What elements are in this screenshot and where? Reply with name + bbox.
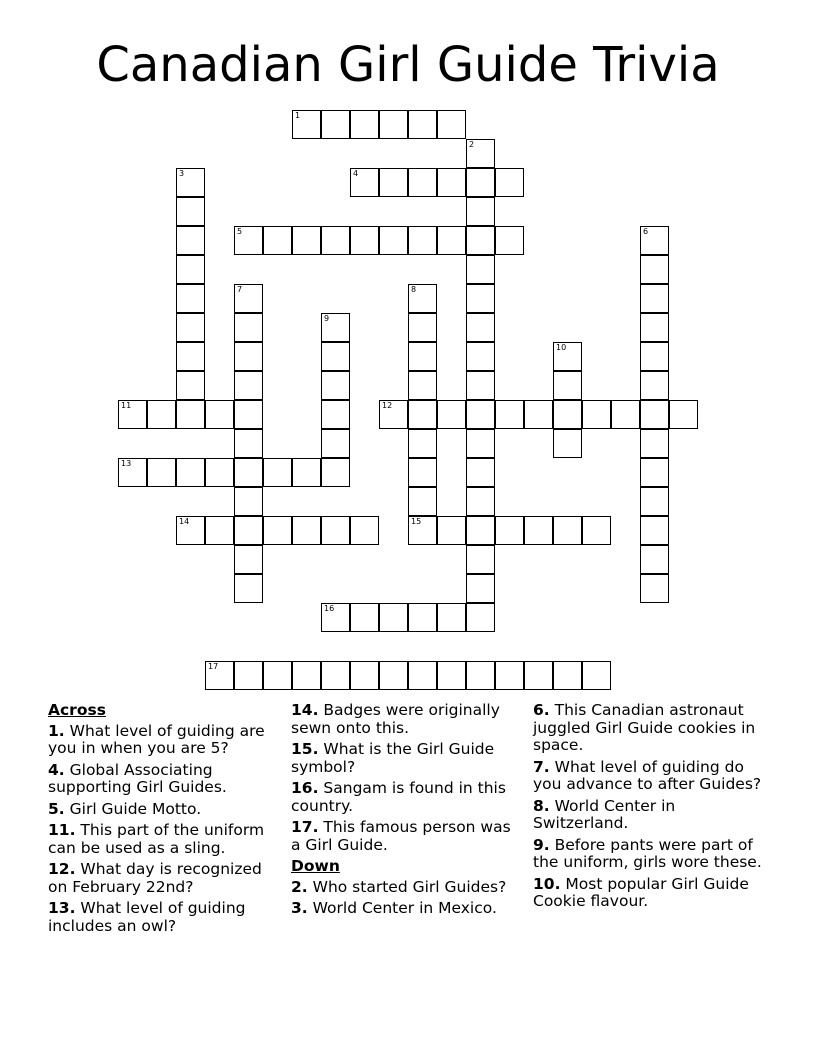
- grid-cell[interactable]: [466, 342, 495, 371]
- clue-across-5: 5. Girl Guide Motto.: [48, 799, 202, 818]
- clue-down-2: 2. Who started Girl Guides?: [291, 877, 507, 896]
- clue-down-3: 3. World Center in Mexico.: [291, 899, 497, 917]
- clue-across-14: 14. Badges were originally sewn onto this.: [291, 701, 500, 737]
- grid-cell[interactable]: [234, 342, 263, 371]
- grid-cell[interactable]: [553, 516, 582, 545]
- clue-across-17: 17. This famous person was a Girl Guide.: [291, 818, 511, 854]
- grid-cell[interactable]: [321, 516, 350, 545]
- across-heading: Across: [48, 701, 106, 719]
- grid-cell[interactable]: [582, 516, 611, 545]
- grid-cell[interactable]: [553, 429, 582, 458]
- clue-across-13: 13. What level of guiding includes an owl?: [48, 899, 246, 935]
- grid-cell[interactable]: [292, 226, 321, 255]
- grid-cell[interactable]: [321, 458, 350, 487]
- grid-cell[interactable]: [408, 400, 437, 429]
- clue-column-3: [533, 702, 773, 915]
- grid-cell[interactable]: [234, 661, 263, 690]
- grid-cell[interactable]: [466, 197, 495, 226]
- grid-cell[interactable]: [495, 516, 524, 545]
- grid-cell[interactable]: [321, 110, 350, 139]
- cell-number: 16: [324, 604, 335, 613]
- grid-cell[interactable]: [263, 516, 292, 545]
- grid-cell[interactable]: [582, 400, 611, 429]
- grid-cell[interactable]: [292, 458, 321, 487]
- grid-cell[interactable]: [321, 313, 350, 342]
- clue-down-10: 10. Most popular Girl Guide Cookie flavour.: [533, 874, 749, 910]
- grid-cell[interactable]: [437, 603, 466, 632]
- grid-cell[interactable]: [205, 400, 234, 429]
- clue-across-4: 4. Global Associating supporting Girl Guides.: [48, 760, 227, 796]
- grid-cell[interactable]: [176, 458, 205, 487]
- cell-number: 12: [382, 401, 393, 410]
- grid-cell[interactable]: [408, 342, 437, 371]
- grid-cell[interactable]: [321, 400, 350, 429]
- grid-cell[interactable]: [321, 603, 350, 632]
- grid-cell[interactable]: [176, 371, 205, 400]
- grid-cell[interactable]: [379, 168, 408, 197]
- grid-cell[interactable]: [234, 574, 263, 603]
- grid-cell[interactable]: [205, 661, 234, 690]
- grid-cell[interactable]: [379, 661, 408, 690]
- clue-across-12: 12. What day is recognized on February 22nd?: [48, 860, 262, 896]
- grid-cell[interactable]: [408, 284, 437, 313]
- grid-cell[interactable]: [234, 516, 263, 545]
- grid-cell[interactable]: [176, 226, 205, 255]
- grid-cell[interactable]: [495, 400, 524, 429]
- grid-cell[interactable]: [408, 661, 437, 690]
- grid-cell[interactable]: [176, 342, 205, 371]
- grid-cell[interactable]: [466, 574, 495, 603]
- grid-cell[interactable]: [292, 516, 321, 545]
- grid-cell[interactable]: [466, 400, 495, 429]
- grid-cell[interactable]: [263, 458, 292, 487]
- cell-number: 14: [179, 517, 190, 526]
- grid-cell[interactable]: [234, 371, 263, 400]
- grid-cell[interactable]: [640, 313, 669, 342]
- grid-cell[interactable]: [176, 313, 205, 342]
- clue-down-8: 8. World Center in Switzerland.: [533, 796, 676, 832]
- clue-column-1: [48, 702, 280, 939]
- grid-cell[interactable]: [640, 458, 669, 487]
- grid-cell[interactable]: [466, 255, 495, 284]
- grid-cell[interactable]: [292, 661, 321, 690]
- cell-number: 9: [324, 314, 330, 323]
- grid-cell[interactable]: [408, 429, 437, 458]
- grid-cell[interactable]: [321, 661, 350, 690]
- grid-cell[interactable]: [379, 400, 408, 429]
- grid-cell[interactable]: [292, 110, 321, 139]
- grid-cell[interactable]: [640, 284, 669, 313]
- grid-cell[interactable]: [234, 429, 263, 458]
- cell-number: 6: [643, 227, 649, 236]
- grid-cell[interactable]: [437, 110, 466, 139]
- grid-cell[interactable]: [408, 168, 437, 197]
- grid-cell[interactable]: [553, 371, 582, 400]
- grid-cell[interactable]: [147, 458, 176, 487]
- grid-cell[interactable]: [321, 429, 350, 458]
- grid-cell[interactable]: [176, 400, 205, 429]
- clue-across-1: 1. What level of guiding are you in when you are 5?: [48, 721, 265, 757]
- clue-across-16: 16. Sangam is found in this country.: [291, 779, 506, 815]
- grid-cell[interactable]: [321, 342, 350, 371]
- grid-cell[interactable]: [234, 226, 263, 255]
- grid-cell[interactable]: [495, 226, 524, 255]
- grid-cell[interactable]: [466, 429, 495, 458]
- clue-down-6: 6. This Canadian astronaut juggled Girl Guide cookies in space.: [533, 701, 756, 754]
- grid-cell[interactable]: [640, 371, 669, 400]
- grid-cell[interactable]: [466, 313, 495, 342]
- grid-cell[interactable]: [640, 400, 669, 429]
- grid-cell[interactable]: [640, 545, 669, 574]
- grid-cell[interactable]: [118, 400, 147, 429]
- cell-number: 8: [411, 285, 417, 294]
- grid-cell[interactable]: [553, 342, 582, 371]
- grid-cell[interactable]: [466, 371, 495, 400]
- grid-cell[interactable]: [466, 284, 495, 313]
- cell-number: 3: [179, 169, 185, 178]
- cell-number: 10: [556, 343, 567, 352]
- grid-cell[interactable]: [234, 313, 263, 342]
- grid-cell[interactable]: [611, 400, 640, 429]
- grid-cell[interactable]: [408, 110, 437, 139]
- grid-cell[interactable]: [379, 110, 408, 139]
- grid-cell[interactable]: [321, 371, 350, 400]
- grid-cell[interactable]: [553, 661, 582, 690]
- grid-cell[interactable]: [437, 226, 466, 255]
- grid-cell[interactable]: [466, 139, 495, 168]
- grid-cell[interactable]: [495, 661, 524, 690]
- grid-cell[interactable]: [176, 255, 205, 284]
- grid-cell[interactable]: [466, 545, 495, 574]
- grid-cell[interactable]: [205, 516, 234, 545]
- grid-cell[interactable]: [640, 574, 669, 603]
- grid-cell[interactable]: [234, 458, 263, 487]
- grid-cell[interactable]: [640, 516, 669, 545]
- grid-cell[interactable]: [350, 661, 379, 690]
- grid-cell[interactable]: [408, 226, 437, 255]
- grid-cell[interactable]: [234, 487, 263, 516]
- grid-cell[interactable]: [408, 516, 437, 545]
- page-title: Canadian Girl Guide Trivia: [96, 37, 720, 93]
- grid-cell[interactable]: [640, 342, 669, 371]
- grid-cell[interactable]: [350, 603, 379, 632]
- grid-cell[interactable]: [466, 603, 495, 632]
- grid-cell[interactable]: [234, 400, 263, 429]
- grid-cell[interactable]: [408, 603, 437, 632]
- grid-cell[interactable]: [321, 226, 350, 255]
- grid-cell[interactable]: [408, 487, 437, 516]
- grid-cell[interactable]: [234, 284, 263, 313]
- grid-cell[interactable]: [466, 487, 495, 516]
- cell-number: 17: [208, 662, 219, 671]
- grid-cell[interactable]: [379, 226, 408, 255]
- clue-column-2: [291, 702, 519, 922]
- grid-cell[interactable]: [437, 400, 466, 429]
- cell-number: 1: [295, 111, 301, 120]
- grid-cell[interactable]: [553, 400, 582, 429]
- clue-down-7: 7. What level of guiding do you advance to after Guides?: [533, 757, 762, 793]
- cell-number: 13: [121, 459, 132, 468]
- grid-cell[interactable]: [176, 168, 205, 197]
- grid-cell[interactable]: [524, 661, 553, 690]
- grid-cell[interactable]: [524, 400, 553, 429]
- grid-cell[interactable]: [350, 516, 379, 545]
- grid-cell[interactable]: [379, 603, 408, 632]
- grid-cell[interactable]: [640, 487, 669, 516]
- grid-cell[interactable]: [640, 429, 669, 458]
- cell-number: 11: [121, 401, 132, 410]
- cell-number: 5: [237, 227, 243, 236]
- grid-cell[interactable]: [582, 661, 611, 690]
- grid-cell[interactable]: [466, 661, 495, 690]
- grid-cell[interactable]: [524, 516, 553, 545]
- grid-cell[interactable]: [466, 458, 495, 487]
- grid-cell[interactable]: [263, 661, 292, 690]
- grid-cell[interactable]: [408, 458, 437, 487]
- grid-cell[interactable]: [147, 400, 176, 429]
- grid-cell[interactable]: [118, 458, 147, 487]
- grid-cell[interactable]: [437, 516, 466, 545]
- grid-cell[interactable]: [669, 400, 698, 429]
- clue-across-15: 15. What is the Girl Guide symbol?: [291, 740, 495, 776]
- grid-cell[interactable]: [640, 226, 669, 255]
- grid-cell[interactable]: [263, 226, 292, 255]
- grid-cell[interactable]: [176, 284, 205, 313]
- cell-number: 4: [353, 169, 359, 178]
- grid-cell[interactable]: [176, 197, 205, 226]
- grid-cell[interactable]: [437, 168, 466, 197]
- grid-cell[interactable]: [176, 516, 205, 545]
- down-heading: Down: [291, 857, 340, 875]
- cell-number: 15: [411, 517, 422, 526]
- grid-cell[interactable]: [350, 110, 379, 139]
- grid-cell[interactable]: [350, 168, 379, 197]
- cell-number: 2: [469, 140, 475, 149]
- grid-cell[interactable]: [205, 458, 234, 487]
- grid-cell[interactable]: [408, 313, 437, 342]
- grid-cell[interactable]: [640, 255, 669, 284]
- grid-cell[interactable]: [466, 226, 495, 255]
- grid-cell[interactable]: [408, 371, 437, 400]
- grid-cell[interactable]: [466, 168, 495, 197]
- clue-across-11: 11. This part of the uniform can be used as a sling.: [48, 821, 265, 857]
- grid-cell[interactable]: [350, 226, 379, 255]
- cell-number: 7: [237, 285, 243, 294]
- clue-down-9: 9. Before pants were part of the uniform, girls wore these.: [533, 835, 762, 871]
- grid-cell[interactable]: [234, 545, 263, 574]
- grid-cell[interactable]: [437, 661, 466, 690]
- grid-cell[interactable]: [495, 168, 524, 197]
- grid-cell[interactable]: [466, 516, 495, 545]
